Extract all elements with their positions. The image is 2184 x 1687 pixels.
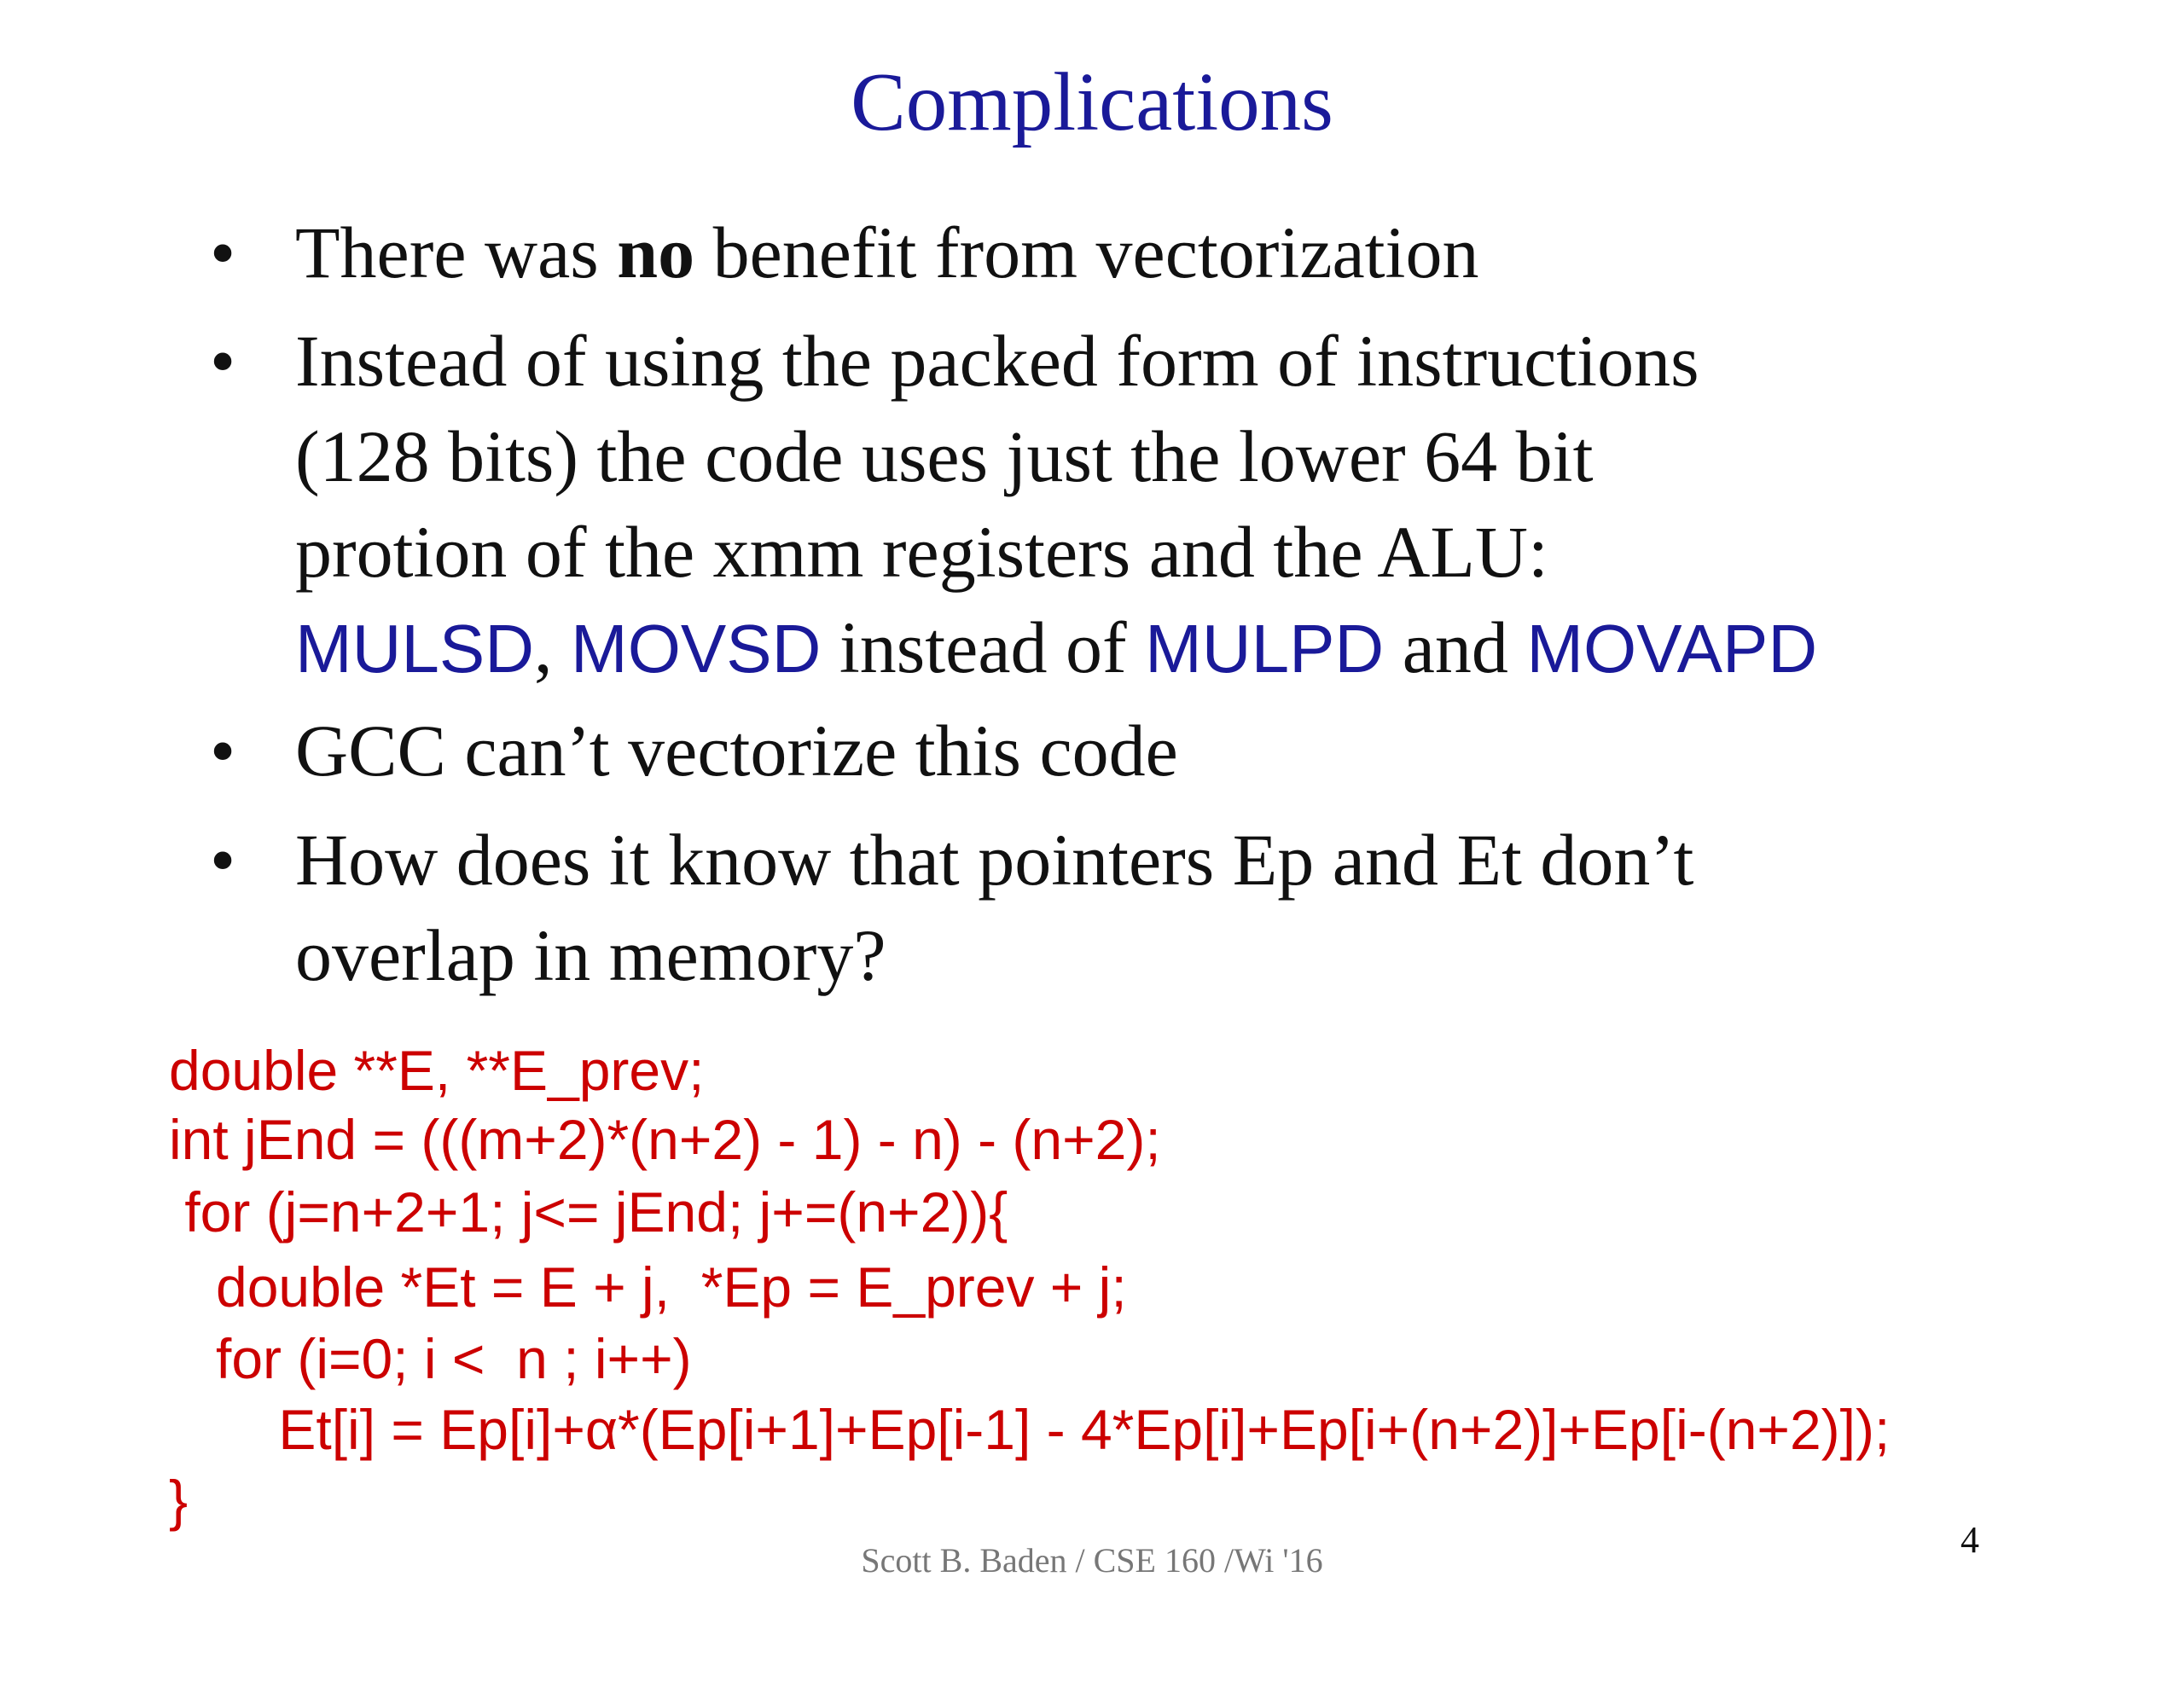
instr-mulpd: MULPD [1145,611,1385,687]
bullet-dot-icon: • [210,320,236,402]
code-line-4: double *Et = E + j, *Ep = E_prev + j; [169,1255,1127,1319]
code-line-3: for (j=n+2+1; j<= jEnd; j+=(n+2)){ [169,1180,1008,1244]
bullet-4-line-2: overlap in memory? [295,914,886,996]
instr-and: and [1384,606,1527,688]
bullet-dot-icon: • [210,819,236,901]
slide-footer: Scott B. Baden / CSE 160 /Wi '16 [861,1541,1323,1580]
code-line-6: Et[i] = Ep[i]+α*(Ep[i+1]+Ep[i-1] - 4*Ep[i]+Ep[i+(n+2)]+Ep[i-(n+2)]); [169,1398,1891,1461]
bullet-3-text: GCC can’t vectorize this code [295,710,1178,791]
bullet-1-part-3: benefit from vectorization [694,212,1479,293]
code-line-2: int jEnd = (((m+2)*(n+2) - 1) - n) - (n+2); [169,1108,1161,1171]
bullet-2-line-3: protion of the xmm registers and the ALU: [295,511,1548,593]
code-line-7: } [169,1469,189,1532]
bullet-2-line-1: Instead of using the packed form of instructions [295,320,1699,402]
bullet-2-line-2: (128 bits) the code uses just the lower 64 bit [295,415,1594,497]
code-line-1: double **E, **E_prev; [169,1039,705,1102]
bullet-dot-icon: • [210,212,236,293]
bullet-1-part-2-bold: no [617,212,695,293]
instr-movapd: MOVAPD [1526,611,1818,687]
instr-instead-of: instead of [821,606,1146,688]
instr-mulsd: MULSD [295,611,535,687]
instr-comma: , [534,606,572,688]
instr-movsd: MOVSD [571,611,822,687]
bullet-dot-icon: • [210,710,236,791]
bullet-4-line-1: How does it know that pointers Ep and Et don’t [295,819,1694,901]
page-number: 4 [1960,1519,1979,1561]
slide-title: Complications [851,56,1333,148]
bullet-1-part-1: There was [295,212,618,293]
code-line-5: for (i=0; i < n ; i++) [169,1327,692,1390]
bullet-2-instruction-line [295,600,1817,697]
